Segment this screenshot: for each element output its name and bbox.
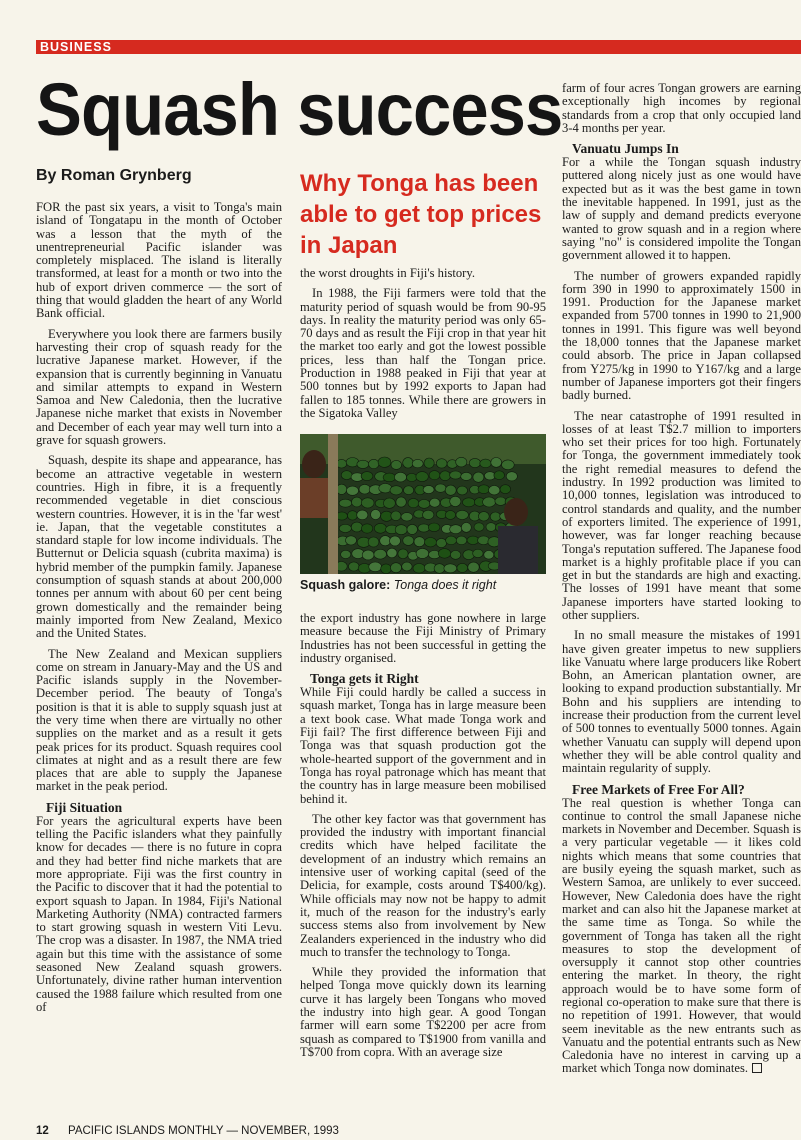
paragraph: FOR the past six years, a visit to Tonga's main island of Tongatapu in the month of October was a lesson that the myth of the unentrepreneurial Pacific islander was completely misplaced. The island is literally transformed, at least for a month or two into the hub of export driven commerce — the sort of thing that would gladden the heart of any World Bank official. [36,200,282,321]
paragraph: The other key factor was that government has provided the industry with important financial credits which have helped facilitate the development of an industry which remains an intensive user of working capital (seed of the Delicia, for example, costs around T$400/kg). While officials may now not be happy to admit it, much of the reason for the industry's early success stems also from involvement by New Zealanders experienced in the industry who did much to transfer the technology to Tonga. [300,811,546,959]
byline: By Roman Grynberg [36,167,192,184]
section-label: BUSINESS [40,40,112,54]
publication-line: PACIFIC ISLANDS MONTHLY — NOVEMBER, 1993 [68,1125,339,1137]
photo-caption [300,577,546,593]
page-number: 12 [36,1125,49,1137]
page-footer [36,1124,339,1138]
subheading: Fiji Situation [46,799,123,815]
paragraph: For a while the Tongan squash industry puttered along nicely just as one would have expected but as it was the best game in town the inevitable happened. In 1991, just as the law of supply and demand predicts everyone wanted to grow squash and in a region where saying "no" is considered impolite the Tongan government allowed it to happen. [562,155,801,263]
paragraph: the worst droughts in Fiji's history. [300,266,475,280]
subheading: Tonga gets it Right [310,671,419,687]
paragraph: In 1988, the Fiji farmers were told that the maturity period of squash would be from 90-95 days. In reality the maturity period was only 65-70 days and as result the Fiji crop in that year hit the market too early and got the lowest possible prices, less than half the Tongan price. Production in 1988 peaked in Fiji that year at 500 tonnes but by 1992 exports to Japan had fallen to 185 tonnes. While there are growers in the Sigatoka Valley [300,286,546,420]
paragraph: Squash, despite its shape and appearance, has become an attractive vegetable in western countries. High in fibre, it is a frequently recommended vegetable in diet conscious western countries. However, it is in the 'far west' ie. Japan, that the vegetable constitutes a standard staple for low income individuals. The Butternut or Delicia squash (cubrita maxima) is hybrid member of the pumpkin family. Japanese consumption of squash stands at about 200,000 tonnes per annum with about 60 per cent being grown domestically and the remainder being mainly imported from New Zealand, Mexico and the United States. [36,453,282,641]
paragraph: farm of four acres Tongan growers are earning exceptionally high incomes by regional standards from a crop that only occupied land 3-4 months per year. [562,82,801,135]
column-1 [36,201,282,1021]
paragraph-text: The real question is whether Tonga can continue to control the small Japanese niche markets in November and December. Squash is a very particular vegetable — it likes cold nights which means that some countries that are busily eyeing the squash market, such as Western Samoa, are unlikely to ever succeed. However, New Caledonia does have the right market and can also hit the Japanese market at the same time as Tonga. So while the government of Tonga has taken all the right measures to stop the development of oversupply it cannot stop other countries entering the market. In theory, the right approach would be to have some form of regional co-operation to make sure that there is no repetition of 1991. However, that would seem inevitable as the new entrants such as Vanuatu and the potential entrants such as New Caledonia have no interest in carving up a market which Tonga now dominates. [562,795,801,1076]
paragraph: The near catastrophe of 1991 resulted in losses of at least T$2.7 million to importers who set their prices for too high. Fortunately for Tonga, the government immediately took the right remedial measures to defend the industry. In 1992 production was limited to 10,000 tonnes, legislation was introduced to control standards and quality, and the number of exporters limited. The experience of 1991, however, was far longer reaching because Tonga's reputation suffered. The Japanese food market is a highly profitable place if you can get in but the standards are high and exacting. The losses of 1991 have meant that some Japanese importers have started looking to other suppliers. [562,408,801,622]
photo-illustration [300,434,546,574]
caption-text: Tonga does it right [393,578,497,592]
paragraph: In no small measure the mistakes of 1991 have given greater impetus to new suppliers like Vanuatu where large producers like Robert Bohn, an American plantation owner, are looking to expand production substantially. Mr Bohn and his suppliers are intending to increase their production from the current level of 500 tonnes to eventually 5000 tonnes. Again whether Vanuatu can supply will depend upon whether they will be able control quality and maintain regularity of supply. [562,628,801,776]
paragraph: While Fiji could hardly be called a success in squash market, Tonga has in large measure been a text book case. What made Tonga work and Fiji fail? The first difference between Fiji and Tonga was that squash production got the whole-hearted support of the government and in Tonga has royal patronage which has meant that the country has in large measure been mobilised behind it. [300,685,546,806]
column-2-top [300,267,546,427]
column-3 [562,82,801,1082]
end-mark-icon [752,1063,762,1073]
paragraph: For years the agricultural experts have been telling the Pacific islanders what they painfully know for decades — there is no future in copra and they had better find niche markets that are more appropriate. Fiji was the first country in the Pacific to discover that it had the potential to export squash to Japan. In 1984, Fiji's National Marketing Authority (NMA) contracted farmers to start growing squash in western Viti Levu. The crop was a disaster. In 1987, the NMA tried again but this time with the assistance of some seasoned New Zealand squash growers. Unfortunately, divine rather human intervention caused the 1988 failure which resulted from one of [36,813,282,1014]
photo-squash-harvest [300,434,546,574]
subheading: Free Markets of Free For All? [572,781,745,797]
paragraph: the export industry has gone nowhere in large measure because the Fiji Ministry of Primary Industries has not been successful in getting the industry organised. [300,611,546,665]
paragraph: Everywhere you look there are farmers busily harvesting their crop of squash ready for the lucrative Japanese market. However, if the expansion that is currently beginning in Vanuatu and similar attempts to expand in Western Samoa and New Caledonia, then the lucrative Japanese niche market that exists in November and December of each year may well turn into a grave for squash growers. [36,326,282,448]
headline: Squash success [36,68,563,151]
paragraph: While they provided the information that helped Tonga move quickly down its learning curve it has largely been Tongans who moved the industry into high gear. A good Tongan farmer will earn some T$2200 per acre from squash as compared to T$1900 from vanilla and T$700 from copra. With an average size [300,965,546,1059]
caption-label: Squash galore: [300,578,391,592]
paragraph [562,797,801,1076]
section-bar [36,40,801,54]
column-2-bottom [300,612,546,1066]
paragraph: The number of growers expanded rapidly form 390 in 1990 to approximately 1500 in 1991. Production for the Japanese market expanded from 5700 tonnes in 1990 to 21,900 tonnes in 1991. This figure was well beyond the 18,000 tonnes that the Japanese market could absorb. The price in Japan collapsed from Y275/kg in 1990 to Y167/kg and a large number of Japanese importers got their fingers badly burned. [562,268,801,403]
deck-headline: Why Tonga has been able to get top prices in Japan [300,170,542,259]
paragraph: The New Zealand and Mexican suppliers come on stream in January-May and the US and Pacific islands supply in the November-December period. The beauty of Tonga's position is that it is able to supply squash just at the very time when there are virtually no other supplies on the market and as a result it gets peak prices for its product. Squash requires cool climates at night and as a result there are few places that are able to supply the Japanese market in the peak period. [36,646,282,794]
subheading: Vanuatu Jumps In [572,141,679,157]
